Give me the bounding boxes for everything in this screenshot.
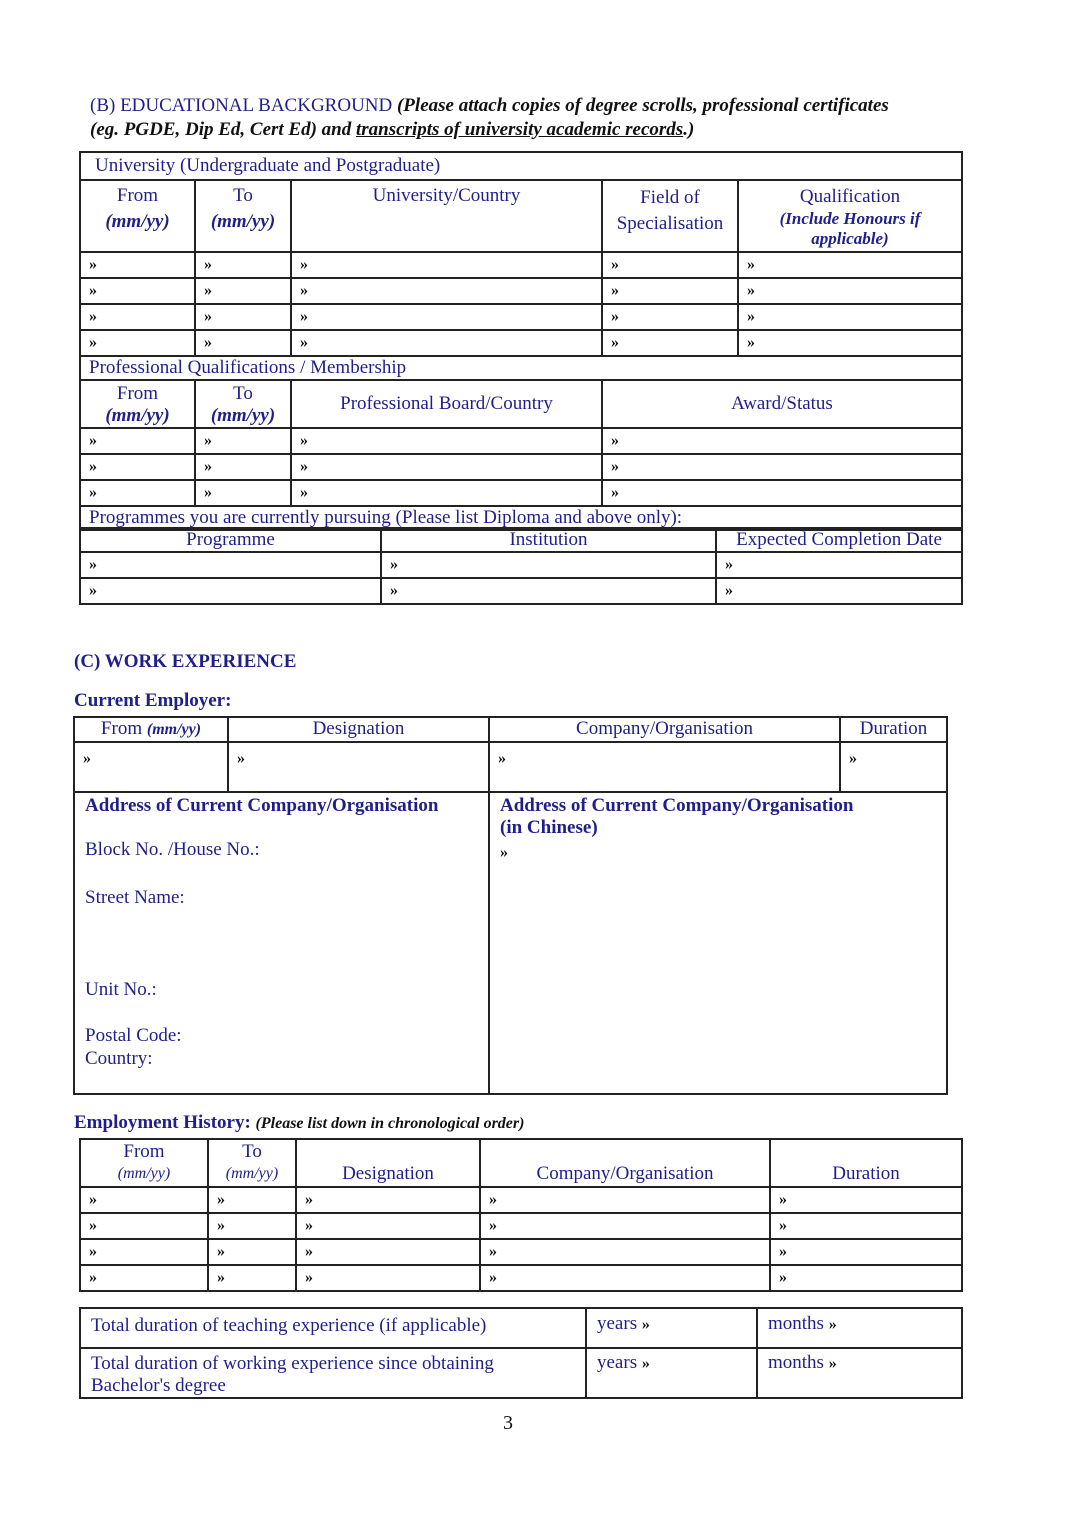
field-marker: »: [89, 1217, 97, 1234]
col-institution: Institution: [381, 528, 716, 552]
qualification-input[interactable]: [738, 304, 962, 330]
field-marker: »: [390, 556, 398, 573]
from-input[interactable]: [80, 1187, 208, 1213]
col-qual-note: (Include Honours if applicable): [779, 209, 921, 248]
working-label-line1: Total duration of working experience since obtaining: [91, 1353, 494, 1374]
col-field-line2: Specialisation: [616, 213, 724, 234]
field-marker: »: [611, 308, 619, 325]
years-label: years: [597, 1352, 638, 1373]
table-row: [80, 252, 962, 278]
university-input[interactable]: [291, 278, 602, 304]
working-experience-label: [80, 1348, 586, 1398]
field-marker: »: [300, 484, 308, 501]
field-marker: »: [849, 750, 857, 767]
col-to-label: To: [233, 383, 253, 404]
company-input[interactable]: [480, 1265, 770, 1291]
field-marker: »: [89, 484, 97, 501]
field-marker: »: [747, 334, 755, 351]
field-marker: »: [204, 282, 212, 299]
employment-history-label: Employment History:: [74, 1112, 251, 1133]
col-designation: Designation: [228, 717, 489, 742]
field-marker: »: [641, 1355, 650, 1372]
award-input[interactable]: [602, 454, 962, 480]
to-input[interactable]: [195, 330, 291, 356]
field-marker: »: [204, 334, 212, 351]
institution-input[interactable]: [381, 552, 716, 578]
col-award-status: Award/Status: [602, 380, 962, 428]
from-input[interactable]: [80, 278, 195, 304]
to-input[interactable]: [195, 428, 291, 454]
field-marker: »: [89, 334, 97, 351]
field-marker: »: [500, 844, 508, 861]
field-marker: »: [83, 750, 91, 767]
field-marker: »: [300, 308, 308, 325]
from-input[interactable]: [74, 742, 228, 792]
field-marker: »: [204, 432, 212, 449]
col-from: [80, 380, 195, 428]
from-input[interactable]: [80, 428, 195, 454]
col-from: [80, 1139, 208, 1187]
board-input[interactable]: [291, 428, 602, 454]
to-input[interactable]: [208, 1239, 296, 1265]
months-label: months: [768, 1352, 824, 1373]
table-row: [80, 1213, 962, 1239]
to-input[interactable]: [195, 304, 291, 330]
col-from-format: (mm/yy): [105, 405, 170, 426]
completion-input[interactable]: [716, 578, 962, 604]
field-marker: »: [204, 484, 212, 501]
working-months-input[interactable]: [757, 1348, 962, 1398]
col-from-format: (mm/yy): [146, 721, 202, 738]
table-row: [80, 552, 962, 578]
field-marker: »: [300, 256, 308, 273]
col-from-format: (mm/yy): [117, 1165, 171, 1182]
col-company: Company/Organisation: [489, 717, 840, 742]
field-marker: »: [305, 1269, 313, 1286]
table-row: [80, 428, 962, 454]
field-marker: »: [89, 282, 97, 299]
designation-input[interactable]: [296, 1187, 480, 1213]
col-to: [195, 380, 291, 428]
field-marker: »: [217, 1191, 225, 1208]
field-marker: »: [217, 1243, 225, 1260]
from-input[interactable]: [80, 480, 195, 506]
board-input[interactable]: [291, 454, 602, 480]
duration-input[interactable]: [770, 1187, 962, 1213]
from-input[interactable]: [80, 1239, 208, 1265]
table-row: [74, 742, 947, 792]
to-input[interactable]: [208, 1187, 296, 1213]
years-label: years: [597, 1313, 638, 1334]
address-title: Address of Current Company/Organisation: [85, 795, 439, 816]
col-expected-completion: Expected Completion Date: [716, 528, 962, 552]
field-marker: »: [611, 432, 619, 449]
col-to: [208, 1139, 296, 1187]
from-input[interactable]: [80, 330, 195, 356]
field-marker: »: [89, 458, 97, 475]
col-professional-board: Professional Board/Country: [291, 380, 602, 428]
field-marker: »: [725, 556, 733, 573]
col-from-label: From: [116, 383, 159, 404]
current-employer-label: Current Employer:: [74, 690, 232, 711]
field-marker: »: [489, 1269, 497, 1286]
section-b-header: [90, 94, 970, 142]
to-input[interactable]: [208, 1213, 296, 1239]
field-marker: »: [611, 256, 619, 273]
working-label-line2: Bachelor's degree: [91, 1375, 226, 1396]
university-table: [79, 151, 963, 381]
designation-input[interactable]: [228, 742, 489, 792]
to-input[interactable]: [195, 480, 291, 506]
professional-heading: Professional Qualifications / Membership: [80, 356, 962, 380]
table-row: [80, 578, 962, 604]
board-input[interactable]: [291, 480, 602, 506]
transcripts-note: transcripts of university academic records: [356, 119, 684, 140]
col-qual-label: Qualification: [799, 186, 901, 207]
field-marker: »: [641, 1316, 650, 1333]
field-marker: »: [300, 282, 308, 299]
table-row: [80, 1265, 962, 1291]
programmes-table: [79, 527, 963, 605]
field-marker: »: [747, 256, 755, 273]
award-input[interactable]: [602, 428, 962, 454]
block-house-label: Block No. /House No.:: [85, 839, 260, 860]
employment-history-note: (Please list down in chronological order): [255, 1115, 525, 1132]
qualification-input[interactable]: [738, 252, 962, 278]
table-row: [80, 330, 962, 356]
col-company: Company/Organisation: [480, 1139, 770, 1187]
field-marker: »: [300, 458, 308, 475]
field-marker: »: [89, 308, 97, 325]
university-input[interactable]: [291, 304, 602, 330]
field-marker: »: [204, 458, 212, 475]
col-from-label: From: [100, 718, 147, 739]
working-years-input[interactable]: [586, 1348, 757, 1398]
to-input[interactable]: [195, 278, 291, 304]
field-marker: »: [489, 1243, 497, 1260]
field-marker: »: [89, 256, 97, 273]
institution-input[interactable]: [381, 578, 716, 604]
teaching-experience-label: Total duration of teaching experience (if applicable): [80, 1308, 586, 1348]
field-marker: »: [611, 458, 619, 475]
field-marker: »: [747, 282, 755, 299]
table-row: [80, 1187, 962, 1213]
field-marker: »: [217, 1269, 225, 1286]
field-input[interactable]: [602, 278, 738, 304]
table-row: [80, 278, 962, 304]
field-marker: »: [89, 1269, 97, 1286]
section-b-title: (B) EDUCATIONAL BACKGROUND: [90, 95, 393, 116]
col-to-format: (mm/yy): [210, 405, 276, 426]
field-marker: »: [89, 1191, 97, 1208]
field-marker: »: [89, 582, 97, 599]
page-number: 3: [503, 1412, 513, 1434]
col-designation: Designation: [296, 1139, 480, 1187]
field-marker: »: [611, 334, 619, 351]
col-from: [80, 180, 195, 252]
field-marker: »: [89, 556, 97, 573]
qualification-input[interactable]: [738, 330, 962, 356]
field-marker: »: [305, 1243, 313, 1260]
current-employer-table: [73, 716, 948, 1095]
from-input[interactable]: [80, 304, 195, 330]
col-to: [195, 180, 291, 252]
field-marker: »: [204, 256, 212, 273]
field-marker: »: [89, 1243, 97, 1260]
postal-code-label: Postal Code:: [85, 1025, 182, 1046]
col-to-label: To: [242, 1141, 262, 1162]
field-input[interactable]: [602, 252, 738, 278]
field-marker: »: [217, 1217, 225, 1234]
totals-table: [79, 1307, 963, 1399]
table-row: [80, 454, 962, 480]
from-input[interactable]: [80, 252, 195, 278]
col-to-label: To: [233, 185, 253, 206]
field-marker: »: [498, 750, 506, 767]
col-programme: Programme: [80, 528, 381, 552]
col-from: [74, 717, 228, 742]
field-marker: »: [300, 334, 308, 351]
programmes-heading: Programmes you are currently pursuing (Please list Diploma and above only):: [80, 506, 962, 530]
teaching-years-input[interactable]: [586, 1308, 757, 1348]
to-input[interactable]: [195, 454, 291, 480]
field-marker: »: [779, 1217, 787, 1234]
employment-history-header: [74, 1112, 524, 1134]
address-cn-subtitle: (in Chinese): [500, 817, 598, 838]
section-b-note-2: (eg. PGDE, Dip Ed, Cert Ed) and: [90, 119, 356, 140]
programme-input[interactable]: [80, 552, 381, 578]
table-row: [80, 304, 962, 330]
duration-input[interactable]: [770, 1265, 962, 1291]
field-marker: »: [489, 1217, 497, 1234]
field-marker: »: [204, 308, 212, 325]
from-input[interactable]: [80, 1265, 208, 1291]
col-duration: Duration: [770, 1139, 962, 1187]
address-cn-title: Address of Current Company/Organisation: [500, 795, 854, 816]
field-marker: »: [390, 582, 398, 599]
company-input[interactable]: [480, 1213, 770, 1239]
table-row: [80, 480, 962, 506]
table-row: [80, 1239, 962, 1265]
teaching-months-input[interactable]: [757, 1308, 962, 1348]
field-marker: »: [89, 432, 97, 449]
to-input[interactable]: [195, 252, 291, 278]
field-marker: »: [611, 282, 619, 299]
field-marker: »: [779, 1191, 787, 1208]
col-to-format: (mm/yy): [210, 211, 276, 232]
field-marker: »: [779, 1243, 787, 1260]
col-duration: Duration: [840, 717, 947, 742]
designation-input[interactable]: [296, 1213, 480, 1239]
completion-input[interactable]: [716, 552, 962, 578]
col-to-format: (mm/yy): [225, 1165, 279, 1182]
professional-table: [79, 379, 963, 531]
to-input[interactable]: [208, 1265, 296, 1291]
country-label: Country:: [85, 1048, 153, 1069]
address-chinese-box[interactable]: [489, 792, 947, 1094]
section-b-note: (Please attach copies of degree scrolls, professional certificates: [396, 95, 889, 116]
col-university-country: University/Country: [291, 180, 602, 252]
employment-history-table: [79, 1138, 963, 1292]
company-input[interactable]: [480, 1187, 770, 1213]
address-english-box[interactable]: [74, 792, 489, 1094]
field-marker: »: [489, 1191, 497, 1208]
street-name-label: Street Name:: [85, 887, 185, 908]
duration-input[interactable]: [840, 742, 947, 792]
field-input[interactable]: [602, 330, 738, 356]
unit-no-label: Unit No.:: [85, 979, 157, 1000]
field-marker: »: [828, 1316, 837, 1333]
duration-input[interactable]: [770, 1239, 962, 1265]
section-b-note-end: .): [683, 119, 695, 140]
award-input[interactable]: [602, 480, 962, 506]
field-input[interactable]: [602, 304, 738, 330]
field-marker: »: [779, 1269, 787, 1286]
field-marker: »: [747, 308, 755, 325]
field-marker: »: [300, 432, 308, 449]
field-marker: »: [305, 1217, 313, 1234]
company-input[interactable]: [489, 742, 840, 792]
designation-input[interactable]: [296, 1265, 480, 1291]
col-from-format: (mm/yy): [105, 211, 170, 232]
field-marker: »: [828, 1355, 837, 1372]
university-input[interactable]: [291, 330, 602, 356]
from-input[interactable]: [80, 454, 195, 480]
field-marker: »: [305, 1191, 313, 1208]
col-from-label: From: [123, 1141, 165, 1162]
col-from-label: From: [116, 185, 159, 206]
col-field-line1: Field of: [640, 187, 700, 208]
field-marker: »: [611, 484, 619, 501]
company-input[interactable]: [480, 1239, 770, 1265]
university-heading: University (Undergraduate and Postgraduate): [80, 152, 962, 180]
university-input[interactable]: [291, 252, 602, 278]
months-label: months: [768, 1313, 824, 1334]
col-qualification: [738, 180, 962, 252]
from-input[interactable]: [80, 1213, 208, 1239]
field-marker: »: [237, 750, 245, 767]
programme-input[interactable]: [80, 578, 381, 604]
field-marker: »: [725, 582, 733, 599]
qualification-input[interactable]: [738, 278, 962, 304]
duration-input[interactable]: [770, 1213, 962, 1239]
col-field-of-specialisation: [602, 180, 738, 252]
section-c-title: (C) WORK EXPERIENCE: [74, 651, 297, 672]
designation-input[interactable]: [296, 1239, 480, 1265]
